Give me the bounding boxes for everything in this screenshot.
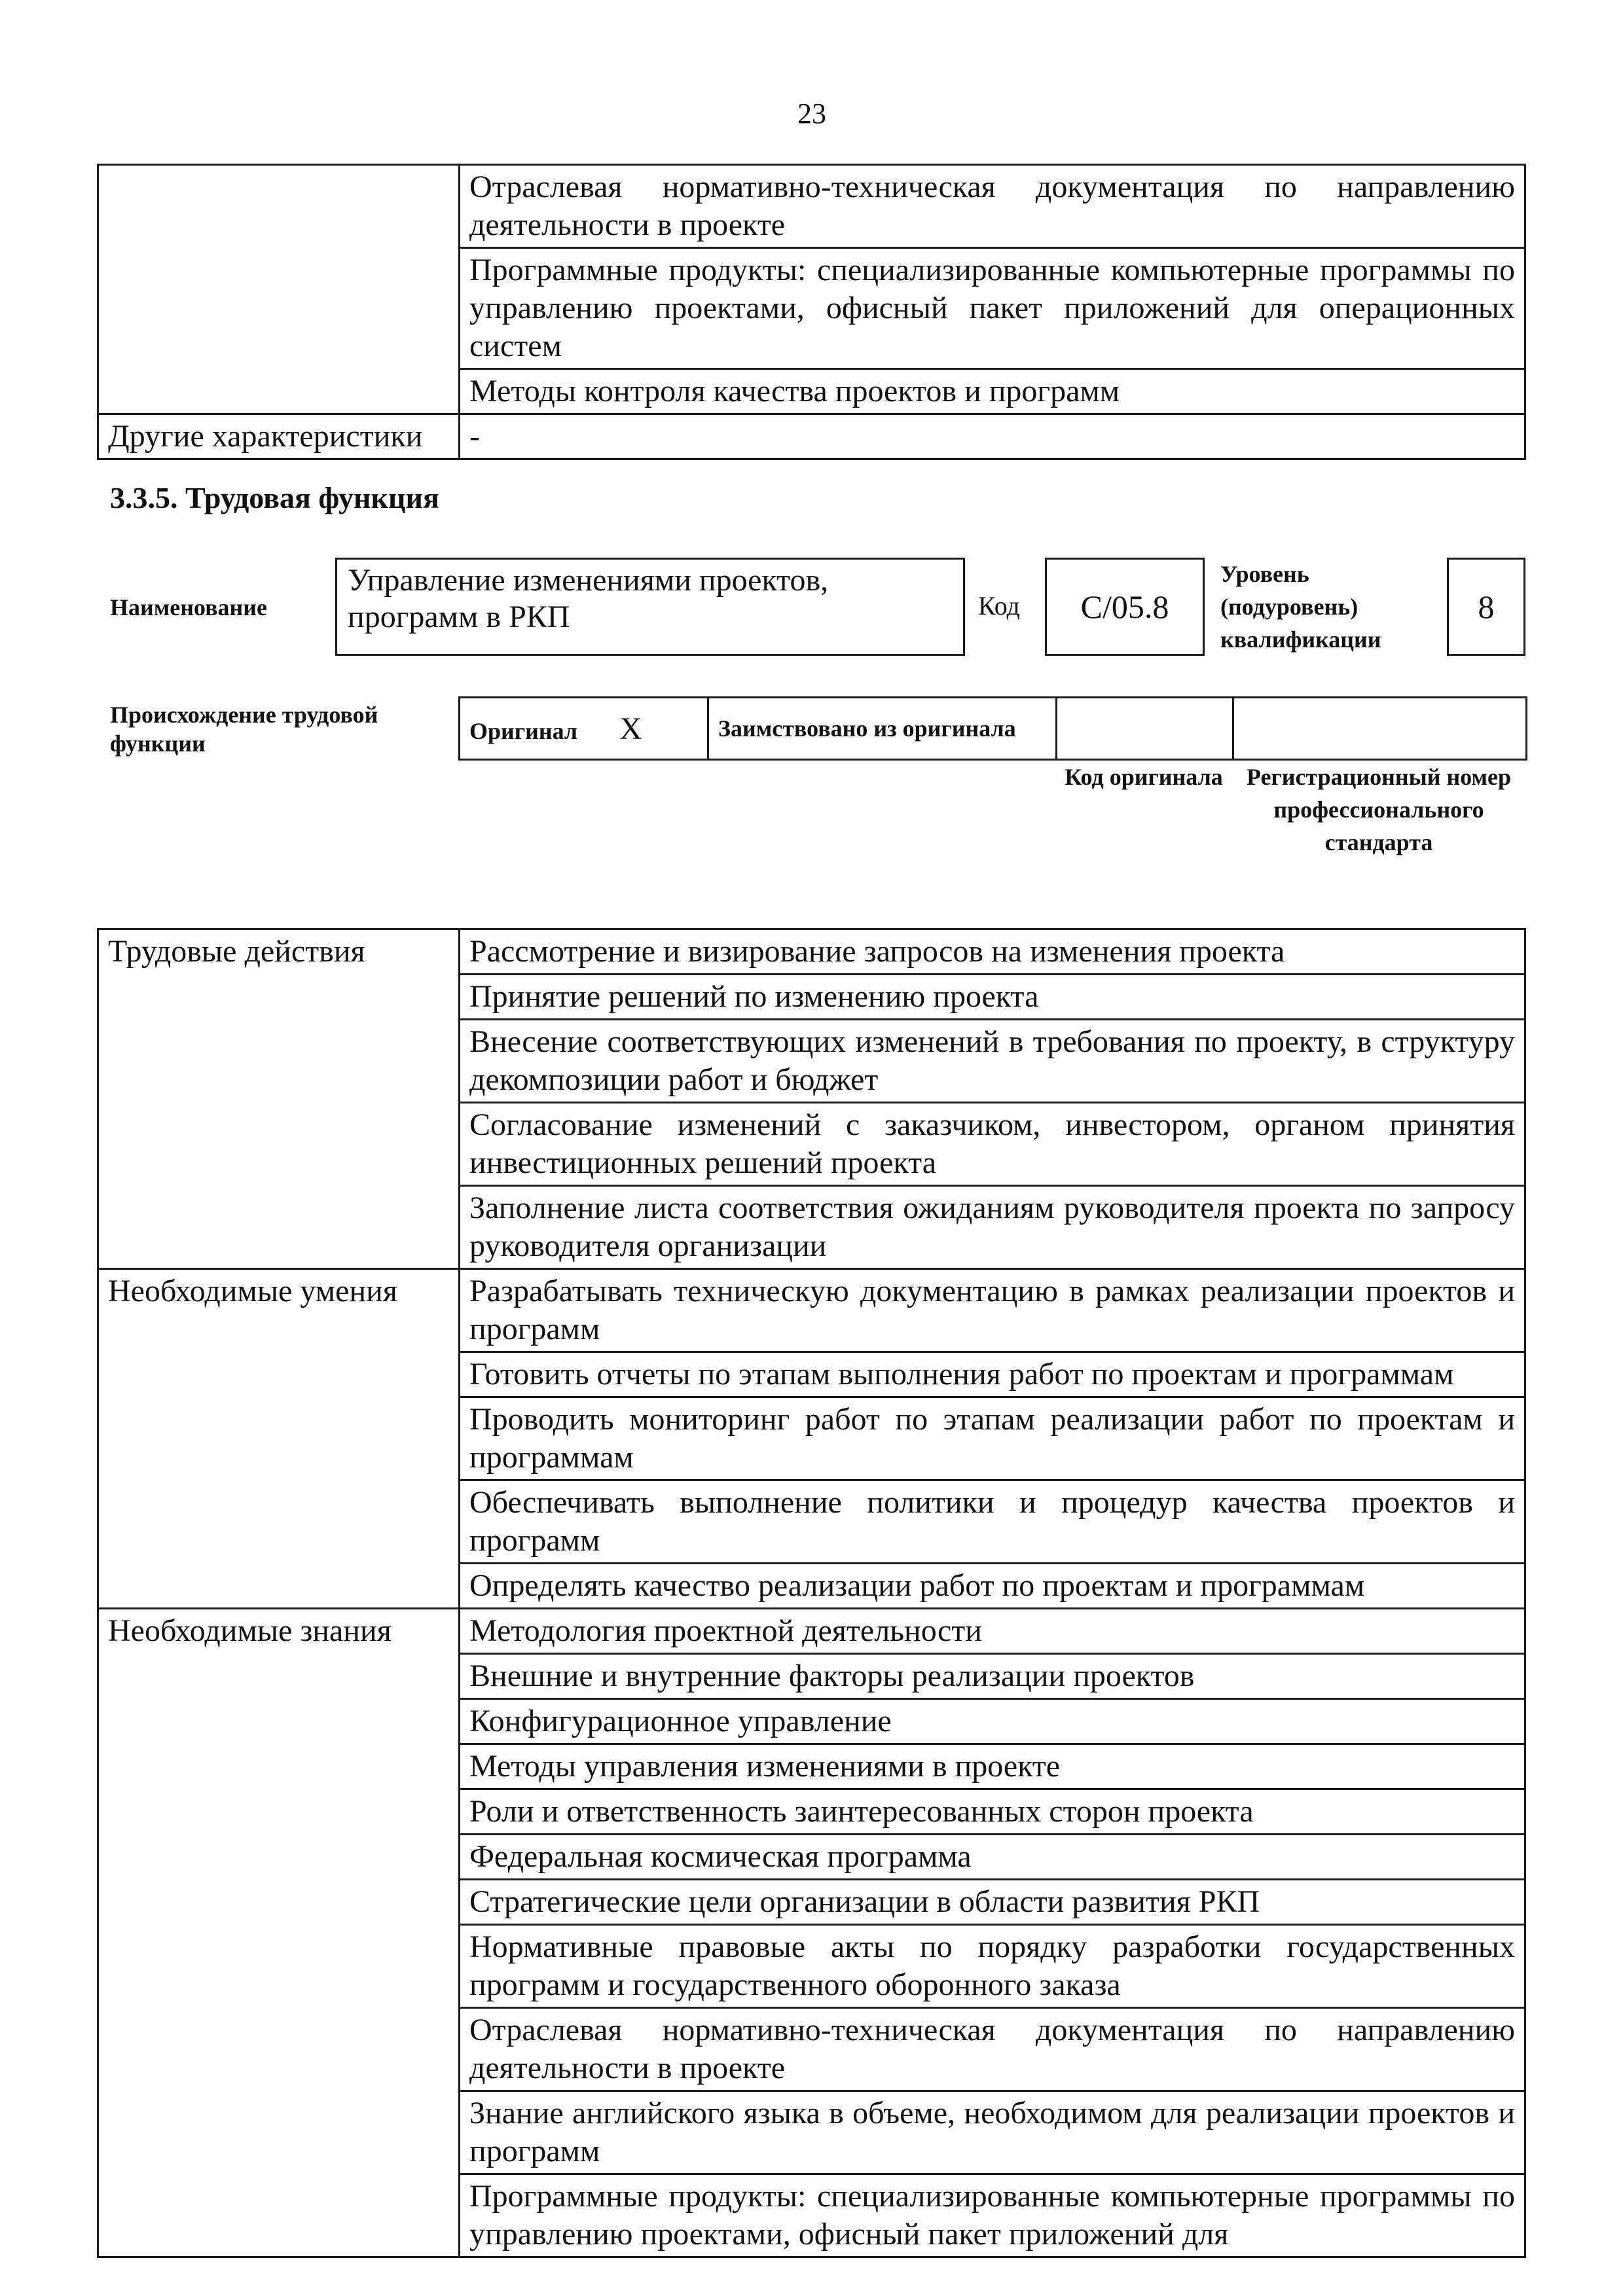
original-cell bbox=[460, 698, 708, 760]
top-table-cell: Отраслевая нормативно-техническая документация по направлению деятельности в проекте bbox=[460, 165, 1525, 248]
labor-function-table bbox=[97, 928, 1526, 2258]
table-cell: Принятие решений по изменению проекта bbox=[460, 975, 1525, 1020]
table-cell: Обеспечивать выполнение политики и процедур качества проектов и программ bbox=[460, 1480, 1525, 1564]
table-cell: Программные продукты: специализированные компьютерные программы по управлению проектами, офисный пакет приложений для bbox=[460, 2174, 1525, 2257]
group-label: Необходимые умения bbox=[98, 1269, 460, 1609]
top-table-cell: Программные продукты: специализированные компьютерные программы по управлению проектами, офисный пакет приложений для операционных систем bbox=[460, 248, 1525, 369]
table-cell: Федеральная космическая программа bbox=[460, 1835, 1525, 1880]
table-row bbox=[98, 414, 1525, 459]
reg-number-label: Регистрационный номер профессионального стандарта bbox=[1246, 764, 1512, 855]
borrowed-label: Заимствовано из оригинала bbox=[708, 698, 1057, 760]
table-row bbox=[98, 929, 1525, 975]
section-heading: 3.3.5. Трудовая функция bbox=[110, 481, 439, 514]
original-label: Оригинал bbox=[469, 717, 578, 744]
top-table-empty-label bbox=[98, 165, 460, 414]
table-cell: Согласование изменений с заказчиком, инвестором, органом принятия инвестиционных решений проекта bbox=[460, 1103, 1525, 1186]
original-mark: X bbox=[619, 711, 642, 746]
other-characteristics-label: Другие характеристики bbox=[98, 414, 460, 459]
table-cell: Внесение соответствующих изменений в требования по проекту, в структуру декомпозиции работ и бюджет bbox=[460, 1020, 1525, 1103]
table-row bbox=[98, 165, 1525, 248]
table-cell: Нормативные правовые акты по порядку разработки государственных программ и государственного оборонного заказа bbox=[460, 1925, 1525, 2008]
table-cell: Рассмотрение и визирование запросов на изменения проекта bbox=[460, 929, 1525, 975]
group-label: Трудовые действия bbox=[98, 929, 460, 1269]
table-cell: Определять качество реализации работ по проектам и программам bbox=[460, 1564, 1525, 1609]
table-cell: Отраслевая нормативно-техническая документация по направлению деятельности в проекте bbox=[460, 2008, 1525, 2091]
name-value-box: Управление изменениями проектов, программ в РКП bbox=[335, 558, 965, 656]
name-label: Наименование bbox=[110, 594, 267, 620]
table-cell: Методы управления изменениями в проекте bbox=[460, 1744, 1525, 1789]
table-cell: Роли и ответственность заинтересованных сторон проекта bbox=[460, 1789, 1525, 1835]
table-cell: Заполнение листа соответствия ожиданиям руководителя проекта по запросу руководителя организации bbox=[460, 1186, 1525, 1269]
code-value-box: C/05.8 bbox=[1045, 558, 1205, 656]
top-table-cell: Методы контроля качества проектов и программ bbox=[460, 369, 1525, 414]
code-label: Код bbox=[978, 591, 1020, 620]
table-cell: Готовить отчеты по этапам выполнения работ по проектам и программам bbox=[460, 1352, 1525, 1397]
group-label: Необходимые знания bbox=[98, 1609, 460, 2257]
level-value-box: 8 bbox=[1447, 558, 1525, 656]
table-row bbox=[98, 1269, 1525, 1352]
code-original-cell bbox=[1057, 698, 1233, 760]
table-cell: Стратегические цели организации в области развития РКП bbox=[460, 1880, 1525, 1925]
table-row bbox=[460, 698, 1527, 760]
table-cell: Конфигурационное управление bbox=[460, 1699, 1525, 1744]
other-characteristics-value: - bbox=[460, 414, 1525, 459]
level-label: Уровень (подуровень) квалификации bbox=[1220, 561, 1381, 653]
table-cell: Разрабатывать техническую документацию в рамках реализации проектов и программ bbox=[460, 1269, 1525, 1352]
origin-label: Происхождение трудовой функции bbox=[110, 702, 378, 757]
table-cell: Методология проектной деятельности bbox=[460, 1609, 1525, 1654]
table-row bbox=[98, 1609, 1525, 1654]
top-table bbox=[97, 164, 1526, 460]
page-number: 23 bbox=[797, 98, 826, 130]
code-original-label: Код оригинала bbox=[1065, 764, 1223, 790]
reg-number-cell bbox=[1233, 698, 1527, 760]
table-cell: Внешние и внутренние факторы реализации проектов bbox=[460, 1654, 1525, 1699]
table-cell: Знание английского языка в объеме, необходимом для реализации проектов и программ bbox=[460, 2091, 1525, 2174]
table-cell: Проводить мониторинг работ по этапам реализации работ по проектам и программам bbox=[460, 1397, 1525, 1480]
origin-table bbox=[458, 696, 1527, 761]
